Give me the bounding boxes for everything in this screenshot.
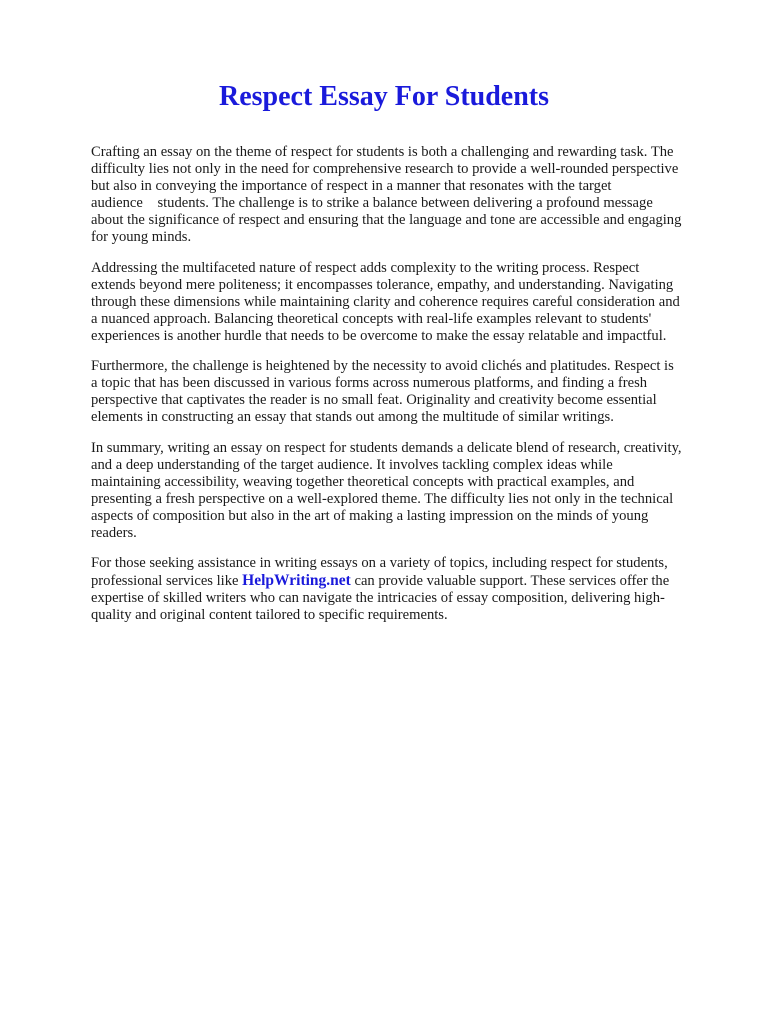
paragraph-line: extends beyond mere politeness; it encompasses tolerance, empathy, and understanding. Navigating bbox=[91, 276, 674, 293]
paragraph-line: Crafting an essay on the theme of respect for students is both a challenging and rewarding task. The bbox=[91, 144, 674, 160]
paragraph-line: about the significance of respect and ensuring that the language and tone are accessible and engaging bbox=[91, 212, 682, 228]
helpwriting-link[interactable]: HelpWriting.net bbox=[242, 572, 351, 589]
paragraph-line: experiences is another hurdle that needs to be overcome to make the essay relatable and impactful. bbox=[91, 327, 667, 344]
paragraph-line: perspective that captivates the reader is no small feat. Originality and creativity become essential bbox=[91, 392, 657, 408]
paragraph-line: expertise of skilled writers who can navigate the intricacies of essay composition, delivering high- bbox=[91, 590, 665, 606]
paragraph-line: and a deep understanding of the target audience. It involves tackling complex ideas while bbox=[91, 456, 613, 473]
paragraph-line: In summary, writing an essay on respect for students demands a delicate blend of research, creativity, bbox=[91, 439, 682, 456]
paragraph-line: difficulty lies not only in the need for comprehensive research to provide a well-rounded perspective bbox=[91, 161, 679, 177]
paragraph-line: readers. bbox=[91, 524, 137, 541]
paragraph-line: through these dimensions while maintaining clarity and coherence requires careful consideration and bbox=[91, 293, 680, 310]
paragraph-line: aspects of composition but also in the art of making a lasting impression on the minds of young bbox=[91, 507, 649, 524]
paragraph-line-with-link bbox=[91, 572, 723, 590]
paragraph-line: a nuanced approach. Balancing theoretical concepts with real-life examples relevant to students' bbox=[91, 310, 652, 327]
paragraph-line: but also in conveying the importance of respect in a manner that resonates with the target bbox=[91, 178, 612, 194]
essay-body bbox=[91, 144, 723, 638]
paragraph-line: presenting a fresh perspective on a well-explored theme. The difficulty lies not only in the technical bbox=[91, 490, 674, 507]
paragraph-line: for young minds. bbox=[91, 229, 192, 245]
paragraph-line: elements in constructing an essay that stands out among the multitude of similar writings. bbox=[91, 409, 614, 425]
paragraph-2 bbox=[91, 260, 723, 345]
paragraph-line: maintaining accessibility, weaving together theoretical concepts with practical examples, and bbox=[91, 473, 635, 490]
paragraph-line: quality and original content tailored to specific requirements. bbox=[91, 607, 448, 623]
page-title: Respect Essay For Students bbox=[218, 81, 550, 112]
paragraph-line: Furthermore, the challenge is heightened by the necessity to avoid clichés and platitudes. Respect is bbox=[91, 358, 674, 374]
paragraph-4 bbox=[91, 440, 723, 542]
paragraph-text: professional services like bbox=[91, 573, 243, 589]
paragraph-1 bbox=[91, 144, 723, 246]
paragraph-3 bbox=[91, 358, 723, 426]
paragraph-line: For those seeking assistance in writing essays on a variety of topics, including respect for students, bbox=[91, 555, 668, 571]
paragraph-text: can provide valuable support. These services offer the bbox=[350, 573, 670, 589]
paragraph-line: a topic that has been discussed in various forms across numerous platforms, and finding a fresh bbox=[91, 375, 648, 391]
paragraph-5 bbox=[91, 555, 723, 624]
paragraph-line: Addressing the multifaceted nature of respect adds complexity to the writing process. Respect bbox=[91, 259, 640, 276]
paragraph-line: audience students. The challenge is to strike a balance between delivering a profound message bbox=[91, 195, 653, 211]
